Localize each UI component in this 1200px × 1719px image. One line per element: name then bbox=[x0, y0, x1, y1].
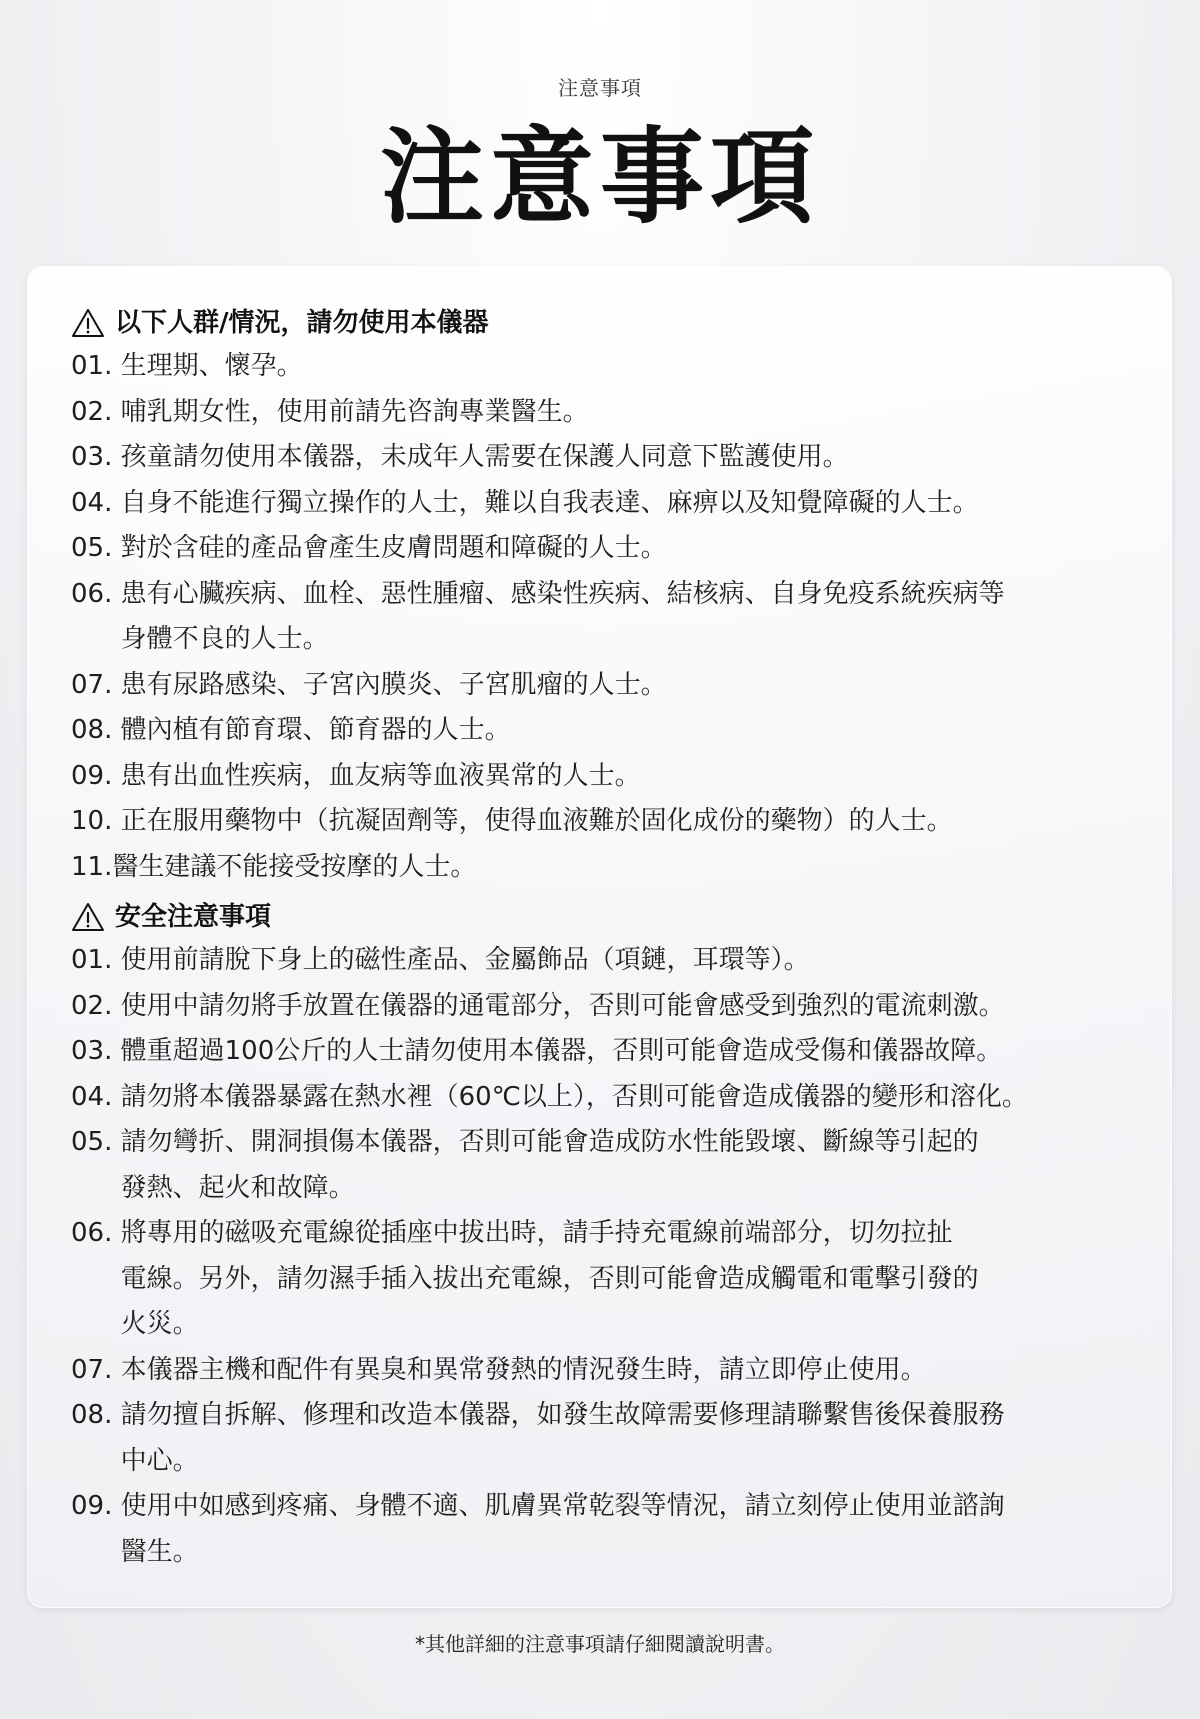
item-text bbox=[121, 1211, 1128, 1348]
item-text-line: 體重超過100公斤的人士請勿使用本儀器，否則可能會造成受傷和儀器故障。 bbox=[120, 1036, 1003, 1066]
item-text bbox=[121, 984, 1128, 1030]
warning-triangle-icon bbox=[71, 308, 105, 338]
item-text-line: 請勿擅自拆解、修理和改造本儀器，如發生故障需要修理請聯繫售後保養服務 bbox=[120, 1400, 1005, 1430]
list-item bbox=[71, 845, 1128, 891]
item-text bbox=[121, 572, 1128, 663]
list-item bbox=[71, 1211, 1128, 1348]
list-item bbox=[71, 799, 1128, 845]
item-text bbox=[121, 1348, 1128, 1394]
section-heading-label: 安全注意事項 bbox=[115, 902, 272, 932]
item-text bbox=[112, 845, 1128, 891]
item-number: 03. bbox=[71, 1036, 121, 1066]
item-text-line: 患有心臟疾病、血栓、惡性腫瘤、感染性疾病、結核病、自身免疫系統疾病等 bbox=[120, 578, 1005, 609]
list-item bbox=[71, 526, 1128, 572]
item-text bbox=[121, 390, 1128, 436]
list-item bbox=[71, 390, 1128, 436]
item-number: 04. bbox=[71, 487, 121, 518]
list-item bbox=[71, 938, 1128, 984]
section-heading bbox=[71, 302, 1128, 344]
list-item bbox=[71, 1075, 1128, 1121]
list-item bbox=[71, 1120, 1128, 1211]
list-item bbox=[71, 1029, 1128, 1075]
item-text-line: 發熱、起火和故障。 bbox=[120, 1172, 355, 1203]
section-heading-label: 以下人群/情況，請勿使用本儀器 bbox=[115, 308, 489, 338]
page-eyebrow: 注意事項 bbox=[558, 76, 642, 100]
item-text bbox=[121, 526, 1128, 572]
item-text-line: 請勿將本儀器暴露在熱水裡（60℃以上），否則可能會造成儀器的變形和溶化。 bbox=[120, 1081, 1028, 1112]
item-number: 06. bbox=[71, 1218, 121, 1248]
item-text-line: 請勿彎折、開洞損傷本儀器，否則可能會造成防水性能毀壞、斷線等引起的 bbox=[120, 1127, 979, 1157]
item-number: 01. bbox=[71, 351, 121, 381]
item-text-line: 將專用的磁吸充電線從插座中拔出時，請手持充電線前端部分，切勿拉扯 bbox=[120, 1218, 953, 1248]
item-number: 08. bbox=[71, 715, 121, 745]
item-text bbox=[121, 799, 1128, 845]
list-item bbox=[71, 481, 1128, 527]
item-text bbox=[121, 435, 1128, 481]
item-text-line: 身體不良的人士。 bbox=[120, 624, 329, 654]
item-text bbox=[121, 1393, 1128, 1484]
item-number: 08. bbox=[71, 1400, 121, 1430]
item-number: 05. bbox=[71, 533, 121, 563]
page-title: 注意事項 bbox=[379, 116, 820, 238]
item-text-line: 體內植有節育環、節育器的人士。 bbox=[120, 715, 511, 745]
list-item bbox=[71, 754, 1128, 800]
item-text-line: 生理期、懷孕。 bbox=[120, 351, 303, 381]
item-number: 06. bbox=[71, 578, 121, 609]
item-text bbox=[121, 1075, 1128, 1121]
item-number: 09. bbox=[71, 1491, 121, 1521]
item-number: 11. bbox=[71, 851, 113, 882]
list-item bbox=[71, 1348, 1128, 1394]
item-text-line: 使用中如感到疼痛、身體不適、肌膚異常乾裂等情況，請立刻停止使用並諮詢 bbox=[120, 1491, 1005, 1521]
item-number: 09. bbox=[71, 760, 121, 791]
list-item bbox=[71, 572, 1128, 663]
item-text bbox=[121, 708, 1128, 754]
item-text-line: 患有出血性疾病，血友病等血液異常的人士。 bbox=[120, 760, 641, 791]
item-number: 03. bbox=[71, 442, 121, 472]
list-item bbox=[71, 435, 1128, 481]
item-number: 04. bbox=[71, 1081, 121, 1112]
item-number: 10. bbox=[71, 806, 121, 836]
list-item bbox=[71, 708, 1128, 754]
item-text-line: 哺乳期女性，使用前請先咨詢專業醫生。 bbox=[120, 396, 589, 427]
list-item bbox=[71, 1484, 1128, 1575]
item-text-line: 中心。 bbox=[120, 1445, 199, 1476]
item-text-line: 本儀器主機和配件有異臭和異常發熱的情況發生時，請立即停止使用。 bbox=[120, 1354, 927, 1385]
item-text bbox=[121, 344, 1128, 390]
item-text bbox=[121, 481, 1128, 527]
item-number: 02. bbox=[71, 396, 121, 427]
item-text-line: 對於含硅的產品會產生皮膚問題和障礙的人士。 bbox=[120, 533, 667, 563]
item-text bbox=[121, 1120, 1128, 1211]
item-number: 01. bbox=[71, 945, 121, 975]
list-item bbox=[71, 344, 1128, 390]
item-text-line: 電線。另外，請勿濕手插入拔出充電線，否則可能會造成觸電和電擊引發的 bbox=[120, 1263, 979, 1294]
item-text-line: 患有尿路感染、子宮內膜炎、子宮肌瘤的人士。 bbox=[120, 669, 667, 700]
item-text-line: 使用中請勿將手放置在儀器的通電部分，否則可能會感受到強烈的電流刺激。 bbox=[120, 990, 1005, 1021]
item-text-line: 正在服用藥物中（抗凝固劑等，使得血液難於固化成份的藥物）的人士。 bbox=[120, 806, 953, 836]
list-item bbox=[71, 1393, 1128, 1484]
item-text bbox=[121, 1484, 1128, 1575]
warning-triangle-icon bbox=[71, 902, 105, 932]
item-text-line: 醫生建議不能接受按摩的人士。 bbox=[112, 851, 477, 882]
footnote: *其他詳細的注意事項請仔細閱讀說明書。 bbox=[415, 1632, 785, 1656]
section-heading bbox=[71, 896, 1128, 938]
item-text bbox=[121, 1029, 1128, 1075]
item-text-line: 醫生。 bbox=[120, 1536, 199, 1567]
item-text bbox=[121, 663, 1128, 709]
item-text-line: 孩童請勿使用本儀器，未成年人需要在保護人同意下監護使用。 bbox=[120, 442, 849, 472]
list-item bbox=[71, 984, 1128, 1030]
item-number: 07. bbox=[71, 669, 121, 700]
item-text-line: 自身不能進行獨立操作的人士，難以自我表達、麻痹以及知覺障礙的人士。 bbox=[120, 487, 979, 518]
list-item bbox=[71, 663, 1128, 709]
item-number: 07. bbox=[71, 1354, 121, 1385]
item-text-line: 火災。 bbox=[120, 1309, 199, 1339]
item-text-line: 使用前請脫下身上的磁性產品、金屬飾品（項鏈，耳環等）。 bbox=[120, 945, 810, 975]
item-text bbox=[121, 938, 1128, 984]
item-number: 02. bbox=[71, 990, 121, 1021]
item-text bbox=[121, 754, 1128, 800]
notice-card bbox=[27, 266, 1172, 1608]
item-number: 05. bbox=[71, 1127, 121, 1157]
